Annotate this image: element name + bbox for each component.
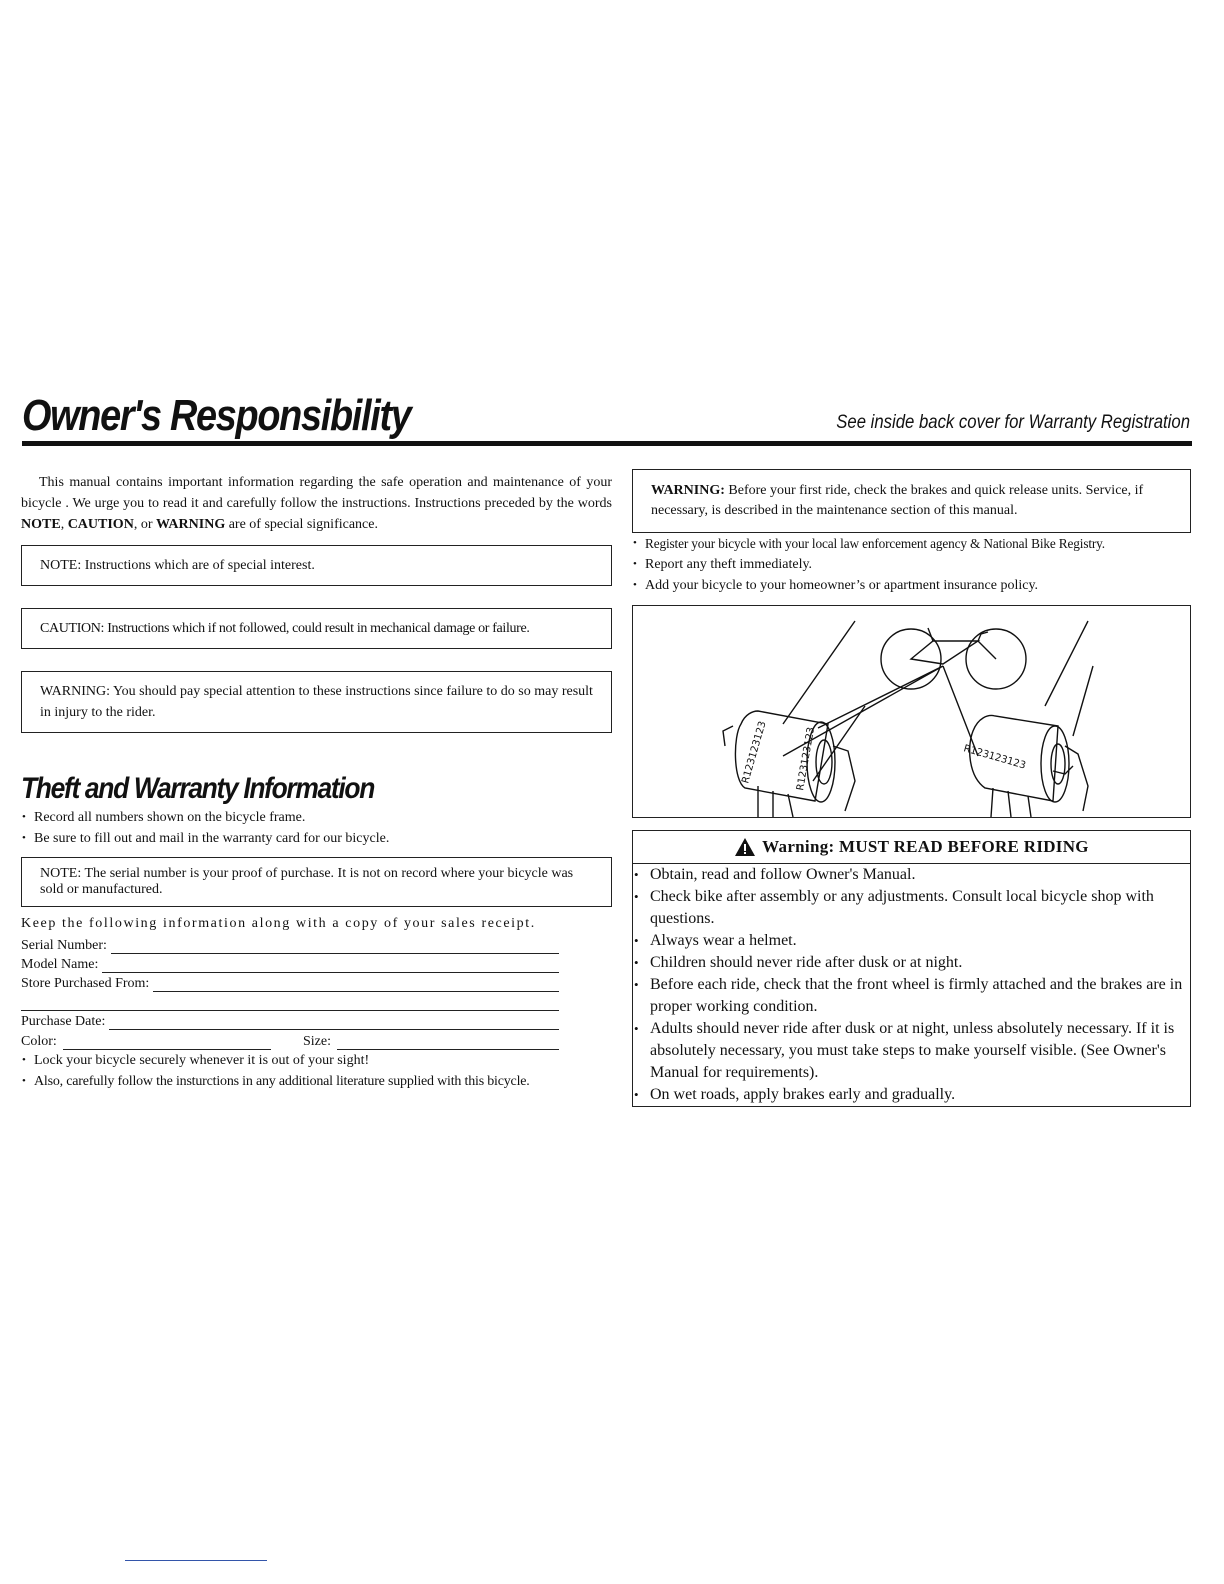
keep-info-text: Keep the following information along with a copy of your sales receipt. [21,916,536,931]
list-item: • Obtain, read and follow Owner's Manual. [633,864,1190,886]
purchase-date-field[interactable] [21,1011,559,1030]
store-purchased-field-continued[interactable] [21,992,559,1011]
list-item: • Add your bicycle to your homeowner’s or apartment insurance policy. [632,575,1191,596]
intro-note-word: NOTE [21,517,61,532]
fill-line [111,940,559,954]
store-purchased-field[interactable] [21,973,559,992]
fill-line [63,1036,271,1050]
field-label: Model Name: [21,957,99,972]
intro-paragraph [21,472,612,535]
model-name-field[interactable] [21,954,559,973]
fill-line [109,1016,559,1030]
footer-link-underline [125,1560,267,1561]
must-read-list [633,864,1190,1106]
fill-line [153,978,559,992]
serial-location-illustration [632,605,1191,818]
warning-label: WARNING: [651,483,725,498]
serial-number-field[interactable] [21,935,559,954]
list-item: • Record all numbers shown on the bicycle frame. [21,807,612,828]
serial-note-box: NOTE: The serial number is your proof of purchase. It is not on record where your bicycle was sold or manufactured. [21,857,612,907]
list-item: • Children should never ride after dusk or at night. [633,952,1190,974]
warning-text: Before your first ride, check the brakes and quick release units. Service, if necessary, is described in the maintenance section of this manual. [651,483,1144,518]
serial-label: R123123123 [795,726,818,792]
intro-text: are of special significance. [225,517,378,532]
list-item: • Check bike after assembly or any adjustments. Consult local bicycle shop with questions. [633,886,1190,930]
theft-section-title: Theft and Warranty Information [21,772,375,805]
note-box: NOTE: Instructions which are of special interest. [21,545,612,586]
fill-line [337,1036,559,1050]
security-bullets [21,1050,612,1092]
intro-warning-word: WARNING [155,517,226,532]
warning-box: WARNING: You should pay special attention to these instructions since failure to do so may result in injury to the rider. [21,671,612,733]
list-item: • Before each ride, check that the front wheel is firmly attached and the brakes are in proper working condition. [633,974,1190,1018]
serial-label: R123123123 [962,743,1027,772]
caution-box: CAUTION: Instructions which if not followed, could result in mechanical damage or failure. [21,608,612,649]
color-size-row [21,1030,559,1050]
intro-caution-word: CAUTION [67,517,134,532]
field-label: Color: [21,1034,57,1049]
list-item: • Be sure to fill out and mail in the warranty card for our bicycle. [21,828,612,849]
warranty-registration-note: See inside back cover for Warranty Registration [836,412,1190,433]
intro-text: This manual contains important information regarding the safe operation and maintenance of your bicycle . We urge you to read it and carefully follow the instructions. Instructions preceded by the words [21,475,612,511]
intro-sep: , [60,517,68,532]
color-field[interactable] [21,1034,289,1050]
fill-line [21,997,559,1011]
serial-label: R123123123 [740,720,769,785]
list-item: • Register your bicycle with your local law enforcement agency & National Bike Registry. [632,533,1191,554]
brake-warning-box [632,469,1191,533]
must-read-title: Warning: MUST READ BEFORE RIDING [762,837,1089,856]
must-read-box [632,830,1191,1107]
field-label: Purchase Date: [21,1014,106,1029]
left-column [21,472,612,1092]
intro-sep: , or [133,517,156,532]
page-title: Owner's Responsibility [22,391,411,440]
must-read-header [633,831,1190,864]
warning-triangle-icon [734,837,756,857]
field-label: Store Purchased From: [21,976,150,991]
title-rule [22,441,1192,446]
list-item: • Report any theft immediately. [632,554,1191,575]
list-item: • Always wear a helmet. [633,930,1190,952]
theft-bullets [21,807,612,849]
list-item: • Adults should never ride after dusk or at night, unless absolutely necessary. If it is absolutely necessary, you must take steps to make yourself visible. (See Owner's Manual for requirements). [633,1018,1190,1084]
size-field[interactable] [303,1034,559,1050]
list-item: • Also, carefully follow the insturctions in any additional literature supplied with this bicycle. [21,1071,612,1092]
registration-bullets [632,533,1191,596]
bike-frame [911,628,996,664]
field-label: Serial Number: [21,938,107,953]
field-label: Size: [303,1034,331,1049]
right-column [632,469,1191,1107]
bicycle-serial-diagram [633,606,1189,817]
list-item: • Lock your bicycle securely whenever it is out of your sight! [21,1050,612,1071]
fill-line [102,959,559,973]
list-item: • On wet roads, apply brakes early and gradually. [633,1084,1190,1106]
